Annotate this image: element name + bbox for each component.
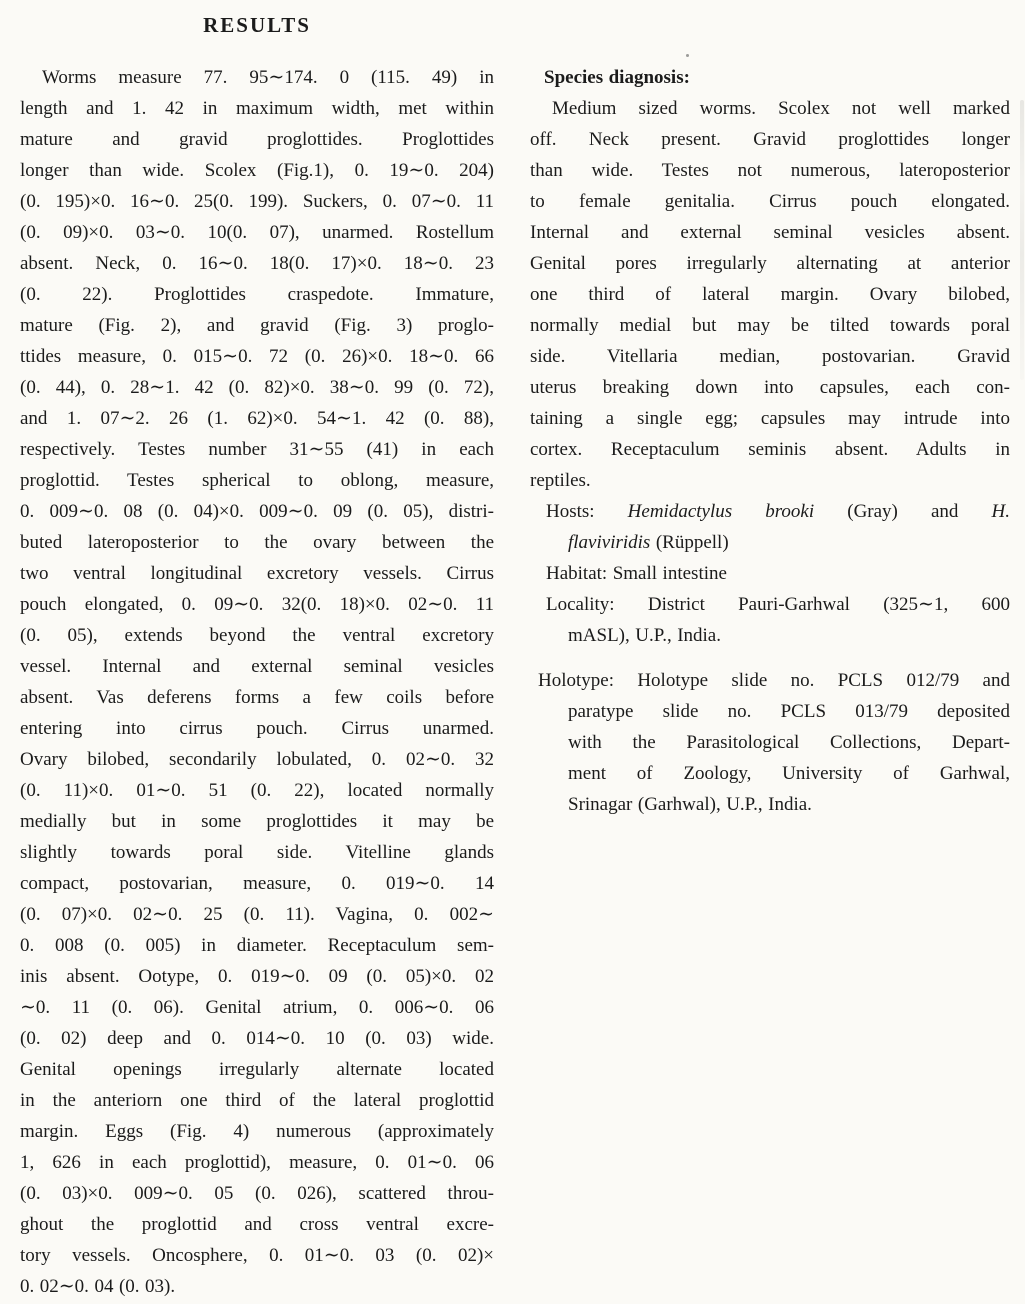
text-line xyxy=(20,744,494,775)
species-diagnosis-paragraph xyxy=(530,93,1010,496)
text-line xyxy=(20,930,494,961)
text-segment: two ventral longitudinal excretory vessels. Cirrus xyxy=(20,563,494,584)
right-column xyxy=(530,62,1010,1302)
text-line xyxy=(530,558,1010,589)
text-segment: (0. 22). Proglottides craspedote. Immature, xyxy=(20,284,494,305)
text-line xyxy=(20,434,494,465)
text-line xyxy=(20,465,494,496)
text-line xyxy=(20,93,494,124)
text-segment: respectively. Testes number 31∼55 (41) in each xyxy=(20,439,494,460)
text-line xyxy=(530,527,1010,558)
text-segment: Worms measure 77. 95∼174. 0 (115. 49) in xyxy=(42,67,494,88)
text-segment: and 1. 07∼2. 26 (1. 62)×0. 54∼1. 42 (0. 88), xyxy=(20,408,494,429)
text-line xyxy=(20,310,494,341)
text-line xyxy=(530,434,1010,465)
text-segment: slightly towards poral side. Vitelline glands xyxy=(20,842,494,863)
text-segment: side. Vitellaria median, postovarian. Gravid xyxy=(530,346,1010,367)
text-segment: Srinagar (Garhwal), U.P., India. xyxy=(568,794,812,815)
text-segment: pouch elongated, 0. 09∼0. 32(0. 18)×0. 02∼0. 11 xyxy=(20,594,494,615)
text-line xyxy=(20,248,494,279)
text-line xyxy=(20,155,494,186)
text-segment: uterus breaking down into capsules, each con- xyxy=(530,377,1010,398)
text-segment: (0. 11)×0. 01∼0. 51 (0. 22), located normally xyxy=(20,780,494,801)
text-segment: ∼0. 11 (0. 06). Genital atrium, 0. 006∼0. 06 xyxy=(20,997,494,1018)
text-line xyxy=(530,589,1010,620)
text-segment: (0. 07)×0. 02∼0. 25 (0. 11). Vagina, 0. 002∼ xyxy=(20,904,494,925)
text-segment: 0. 008 (0. 005) in diameter. Receptaculum sem- xyxy=(20,935,494,956)
text-segment: Genital openings irregularly alternate located xyxy=(20,1059,494,1080)
habitat-entry xyxy=(530,558,1010,589)
text-segment: compact, postovarian, measure, 0. 019∼0. 14 xyxy=(20,873,494,894)
text-segment: mASL), U.P., India. xyxy=(568,625,721,646)
text-line xyxy=(20,341,494,372)
text-segment: entering into cirrus pouch. Cirrus unarmed. xyxy=(20,718,494,739)
text-line xyxy=(530,727,1010,758)
text-segment: mature (Fig. 2), and gravid (Fig. 3) proglo- xyxy=(20,315,494,336)
species-diagnosis-heading xyxy=(530,62,1010,93)
text-segment: mature and gravid proglottides. Proglottides xyxy=(20,129,494,150)
text-segment: absent. Vas deferens forms a few coils before xyxy=(20,687,494,708)
text-line xyxy=(20,1240,494,1271)
text-line xyxy=(20,496,494,527)
text-segment: ment of Zoology, University of Garhwal, xyxy=(568,763,1010,784)
text-line xyxy=(530,789,1010,820)
text-segment: one third of lateral margin. Ovary bilobed, xyxy=(530,284,1010,305)
text-line xyxy=(20,1178,494,1209)
text-line xyxy=(20,1116,494,1147)
text-segment: Hosts: xyxy=(546,501,628,522)
text-segment: Species diagnosis: xyxy=(544,67,690,88)
text-line xyxy=(530,62,1010,93)
text-segment: to female genitalia. Cirrus pouch elongated. xyxy=(530,191,1010,212)
text-line xyxy=(530,665,1010,696)
text-line xyxy=(530,155,1010,186)
locality-entry xyxy=(530,589,1010,651)
left-column xyxy=(20,62,494,1302)
text-line xyxy=(20,682,494,713)
text-segment: off. Neck present. Gravid proglottides longer xyxy=(530,129,1010,150)
hosts-entry xyxy=(530,496,1010,558)
scan-edge-smudge-artifact xyxy=(1020,100,1024,380)
text-line xyxy=(20,1209,494,1240)
text-segment: (Gray) and xyxy=(814,501,992,522)
text-segment: reptiles. xyxy=(530,470,591,491)
text-line xyxy=(20,1271,494,1302)
text-line xyxy=(20,961,494,992)
text-segment: vessel. Internal and external seminal vesicles xyxy=(20,656,494,677)
text-line xyxy=(20,806,494,837)
text-line xyxy=(20,217,494,248)
text-segment: (0. 195)×0. 16∼0. 25(0. 199). Suckers, 0. 07∼0. 11 xyxy=(20,191,494,212)
scan-speck-artifact xyxy=(686,54,689,57)
text-line xyxy=(20,775,494,806)
species-name-italic: Hemidactylus brooki xyxy=(627,501,815,522)
text-line xyxy=(20,186,494,217)
text-line xyxy=(530,758,1010,789)
text-line xyxy=(530,372,1010,403)
text-line xyxy=(530,403,1010,434)
text-segment: longer than wide. Scolex (Fig.1), 0. 19∼0. 204) xyxy=(20,160,494,181)
text-segment: (0. 02) deep and 0. 014∼0. 10 (0. 03) wide. xyxy=(20,1028,494,1049)
text-line xyxy=(20,527,494,558)
text-segment: (Rüppell) xyxy=(650,532,729,553)
text-segment: length and 1. 42 in maximum width, met within xyxy=(20,98,494,119)
text-segment: 1, 626 in each proglottid), measure, 0. 01∼0. 06 xyxy=(20,1152,494,1173)
text-segment: 0. 009∼0. 08 (0. 04)×0. 009∼0. 09 (0. 05), distri- xyxy=(20,501,494,522)
text-segment: inis absent. Ootype, 0. 019∼0. 09 (0. 05)×0. 02 xyxy=(20,966,494,987)
text-segment: Locality: District Pauri-Garhwal (325∼1, 600 xyxy=(546,594,1010,615)
text-segment: ttides measure, 0. 015∼0. 72 (0. 26)×0. 18∼0. 66 xyxy=(20,346,494,367)
text-segment: in the anteriorn one third of the lateral proglottid xyxy=(20,1090,494,1111)
text-line xyxy=(530,696,1010,727)
text-segment: Genital pores irregularly alternating at anterior xyxy=(530,253,1010,274)
text-segment: with the Parasitological Collections, Depart- xyxy=(568,732,1010,753)
text-line xyxy=(530,279,1010,310)
results-paragraph xyxy=(20,62,494,1302)
text-line xyxy=(20,837,494,868)
text-segment: taining a single egg; capsules may intrude into xyxy=(530,408,1010,429)
text-segment: Holotype: Holotype slide no. PCLS 012/79 and xyxy=(538,670,1010,691)
text-line xyxy=(20,620,494,651)
text-segment: than wide. Testes not numerous, lateroposterior xyxy=(530,160,1010,181)
text-line xyxy=(20,1023,494,1054)
text-line xyxy=(20,589,494,620)
text-line xyxy=(20,868,494,899)
text-segment: (0. 05), extends beyond the ventral excretory xyxy=(20,625,494,646)
text-line xyxy=(530,620,1010,651)
text-line xyxy=(530,124,1010,155)
text-segment: tory vessels. Oncosphere, 0. 01∼0. 03 (0. 02)× xyxy=(20,1245,494,1266)
text-segment: ghout the proglottid and cross ventral excre- xyxy=(20,1214,494,1235)
text-line xyxy=(20,651,494,682)
text-segment: (0. 03)×0. 009∼0. 05 (0. 026), scattered throu- xyxy=(20,1183,494,1204)
species-name-italic: H. xyxy=(991,501,1010,522)
text-segment: normally medial but may be tilted towards poral xyxy=(530,315,1010,336)
text-segment: Internal and external seminal vesicles absent. xyxy=(530,222,1010,243)
text-segment: (0. 44), 0. 28∼1. 42 (0. 82)×0. 38∼0. 99 (0. 72), xyxy=(20,377,494,398)
text-segment: margin. Eggs (Fig. 4) numerous (approximately xyxy=(20,1121,494,1142)
text-segment: 0. 02∼0. 04 (0. 03). xyxy=(20,1276,176,1297)
text-segment: proglottid. Testes spherical to oblong, measure, xyxy=(20,470,494,491)
text-segment: Ovary bilobed, secondarily lobulated, 0. 02∼0. 32 xyxy=(20,749,494,770)
text-segment: medially but in some proglottides it may be xyxy=(20,811,494,832)
text-segment: absent. Neck, 0. 16∼0. 18(0. 17)×0. 18∼0. 23 xyxy=(20,253,494,274)
text-segment: paratype slide no. PCLS 013/79 deposited xyxy=(568,701,1010,722)
text-line xyxy=(20,1054,494,1085)
text-line xyxy=(20,1147,494,1178)
holotype-entry xyxy=(530,665,1010,820)
text-line xyxy=(530,248,1010,279)
species-name-italic: flaviviridis xyxy=(568,532,651,553)
text-line xyxy=(530,310,1010,341)
text-line xyxy=(530,496,1010,527)
text-line xyxy=(20,558,494,589)
text-segment: Medium sized worms. Scolex not well marked xyxy=(552,98,1010,119)
text-line xyxy=(20,403,494,434)
text-line xyxy=(20,992,494,1023)
text-line xyxy=(20,1085,494,1116)
text-segment: (0. 09)×0. 03∼0. 10(0. 07), unarmed. Rostellum xyxy=(20,222,494,243)
text-line xyxy=(20,124,494,155)
text-line xyxy=(530,93,1010,124)
text-line xyxy=(530,186,1010,217)
text-line xyxy=(20,372,494,403)
two-column-layout xyxy=(20,62,1010,1302)
text-line xyxy=(530,341,1010,372)
text-line xyxy=(20,279,494,310)
text-line xyxy=(530,465,1010,496)
text-segment: buted lateroposterior to the ovary between the xyxy=(20,532,494,553)
text-segment: cortex. Receptaculum seminis absent. Adults in xyxy=(530,439,1010,460)
section-heading-results: RESULTS xyxy=(203,13,311,37)
text-segment: Habitat: Small intestine xyxy=(546,563,727,584)
text-line xyxy=(530,217,1010,248)
text-line xyxy=(20,62,494,93)
text-line xyxy=(20,899,494,930)
text-line xyxy=(20,713,494,744)
